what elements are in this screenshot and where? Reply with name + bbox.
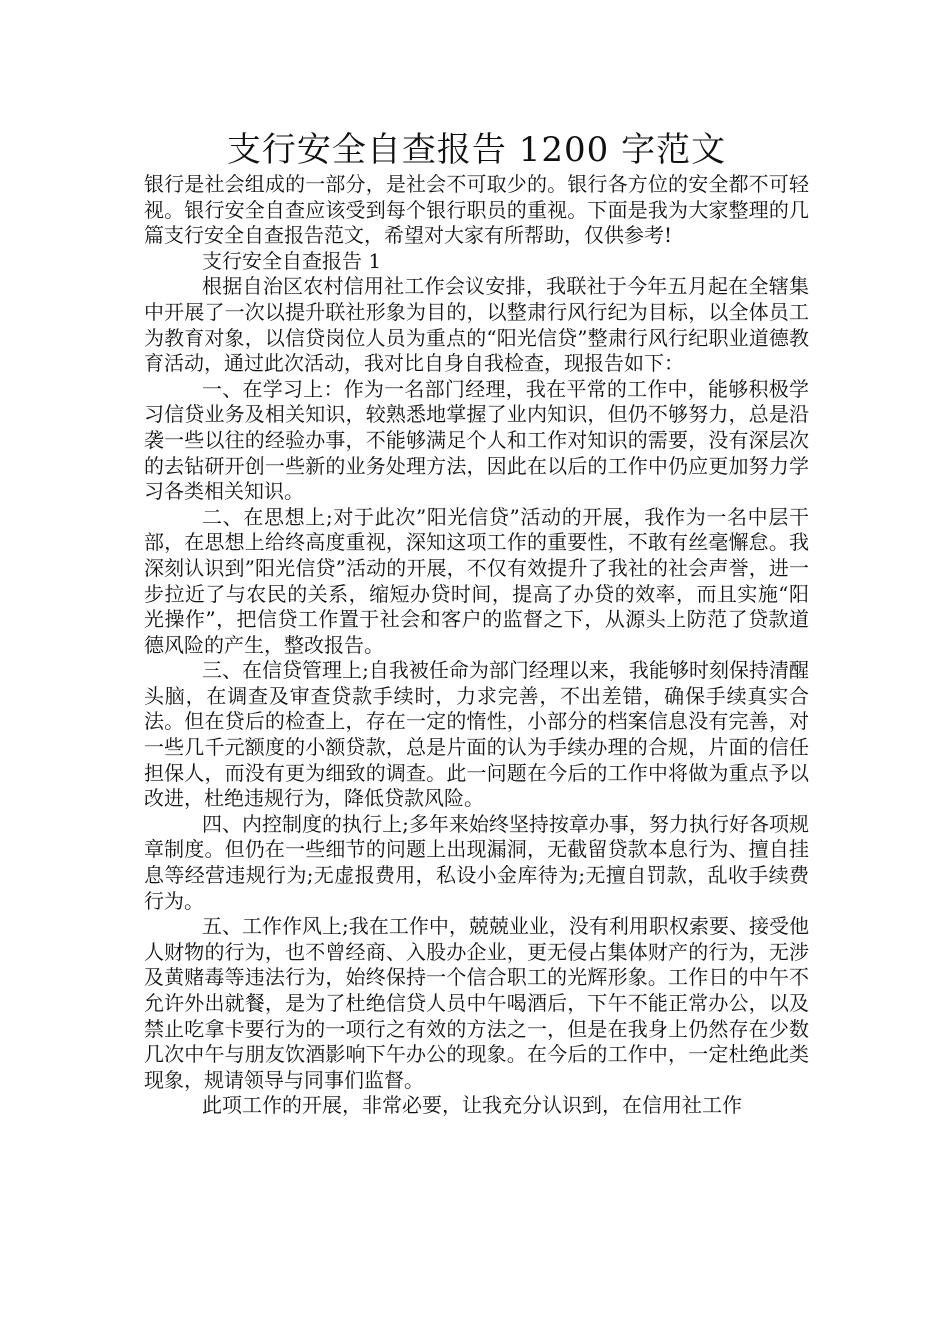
body-paragraph-1: 根据自治区农村信用社工作会议安排，我联社于今年五月起在全辖集中开展了一次以提升联社形象为目的，以整肃行风行纪为目标，以全体员工为教育对象，以信贷岗位人员为重点的“阳光信贷”整肃行风行纪职业道德教育活动，通过此次活动，我对比自身自我检查，现报告如下： xyxy=(144,274,809,376)
document-title: 支行安全自查报告 1200 字范文 xyxy=(226,130,727,170)
document-page xyxy=(144,128,809,1119)
body-paragraph-7: 此项工作的开展，非常必要，让我充分认识到，在信用社工作 xyxy=(202,1093,742,1118)
body-paragraph-6: 五、工作作风上;我在工作中，兢兢业业，没有利用职权索要、接受他人财物的行为，也不曾经商、入股办企业，更无侵占集体财产的行为，无涉及黄赌毒等违法行为，始终保持一个信合职工的光辉形象。工作日的中午不允许外出就餐，是为了杜绝信贷人员中午喝酒后，下午不能正常办公，以及禁止吃拿卡要行为的一项行之有效的方法之一，但是在我身上仍然存在少数几次中午与朋友饮酒影响下午办公的现象。在今后的工作中，一定杜绝此类现象，规请领导与同事们监督。 xyxy=(144,914,809,1092)
body-paragraph-3: 二、在思想上;对于此次”阳光信贷”活动的开展，我作为一名中层干部，在思想上给终高度重视，深知这项工作的重要性，不敢有丝毫懈怠。我深刻认识到”阳光信贷”活动的开展，不仅有效提升了我社的社会声誉，进一步拉近了与农民的关系，缩短办贷时间，提高了办贷的效率，而且实施“阳光操作”，把信贷工作置于社会和客户的监督之下，从源头上防范了贷款道德风险的产生，整改报告。 xyxy=(144,504,809,657)
body-paragraph-5: 四、内控制度的执行上;多年来始终坚持按章办事，努力执行好各项规章制度。但仍在一些细节的问题上出现漏洞，无截留贷款本息行为、擅自挂息等经营违规行为;无虚报费用，私设小金库待为;无擅自罚款，乱收手续费行为。 xyxy=(144,811,809,913)
intro-paragraph: 银行是社会组成的一部分，是社会不可取少的。银行各方位的安全都不可轻视。银行安全自查应该受到每个银行职员的重视。下面是我为大家整理的几篇支行安全自查报告范文，希望对大家有所帮助，仅供参考! xyxy=(144,172,809,248)
section-heading: 支行安全自查报告 1 xyxy=(202,248,382,273)
body-paragraph-2: 一、在学习上：作为一名部门经理，我在平常的工作中，能够积极学习信贷业务及相关知识，较熟悉地掌握了业内知识，但仍不够努力，总是沿袭一些以往的经验办事，不能够满足个人和工作对知识的需要，没有深层次的去钻研开创一些新的业务处理方法，因此在以后的工作中仍应更加努力学习各类相关知识。 xyxy=(144,376,809,504)
body-paragraph-4: 三、在信贷管理上;自我被任命为部门经理以来，我能够时刻保持清醒头脑，在调查及审查贷款手续时，力求完善，不出差错，确保手续真实合法。但在贷后的检查上，存在一定的惰性，小部分的档案信息没有完善，对一些几千元额度的小额贷款，总是片面的认为手续办理的合规，片面的信任担保人，而没有更为细致的调查。此一问题在今后的工作中将做为重点予以改进，杜绝违规行为，降低贷款风险。 xyxy=(144,658,809,811)
